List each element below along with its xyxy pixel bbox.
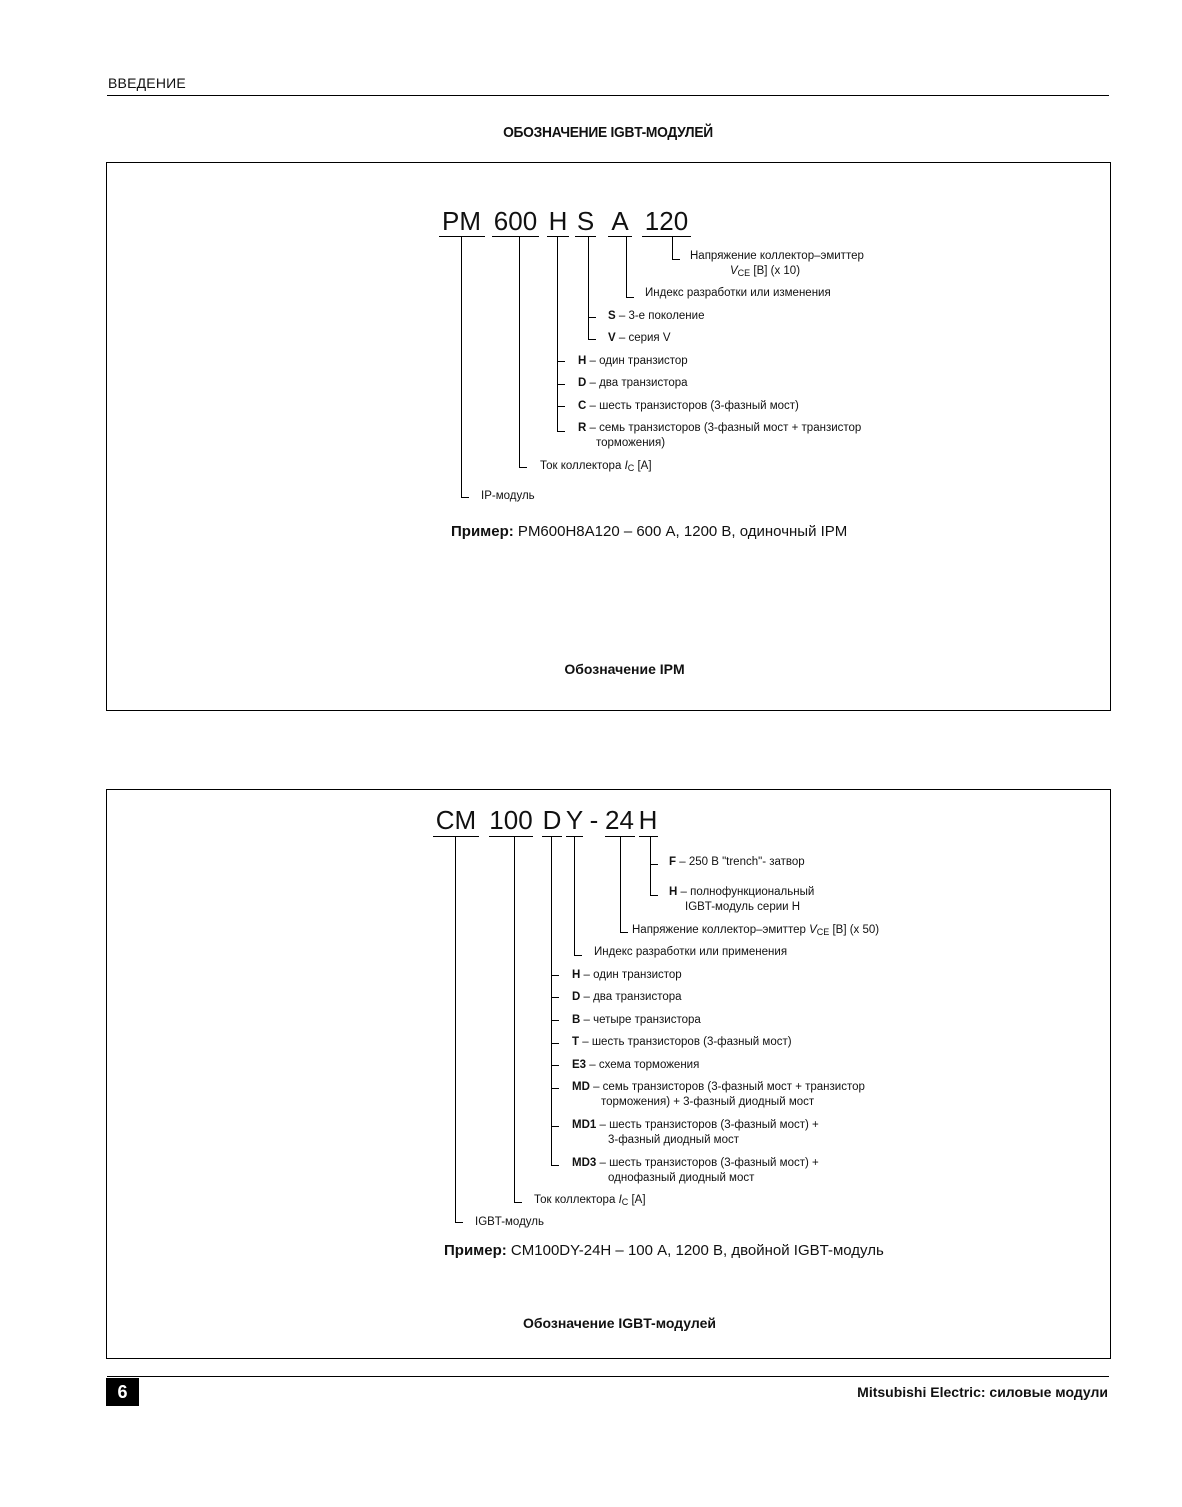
leader-line (620, 932, 628, 933)
igbt-label-module: IGBT-модуль (475, 1216, 544, 1228)
leader-line (557, 406, 565, 407)
underline (639, 836, 658, 837)
ipm-code-600: 600 (493, 206, 538, 236)
ipm-label-voltage: Напряжение коллектор–эмиттер $V_{CE}$ [В] (x 10) (690, 250, 864, 278)
page-number: 6 (106, 1378, 139, 1406)
leader-line (650, 864, 658, 865)
igbt-label-dev-index: Индекс разработки или применения (594, 946, 788, 958)
underline (575, 236, 596, 237)
ipm-code-pm: PM (442, 206, 481, 236)
underline (608, 236, 632, 237)
leader-line (588, 317, 596, 318)
igbt-label-e3: E3 – схема торможения (572, 1059, 700, 1071)
ipm-code-s: S (576, 206, 595, 236)
igbt-code-y: Y (565, 805, 584, 835)
igbt-code-cm: CM (435, 805, 477, 835)
underline (547, 236, 569, 237)
leader-line (650, 836, 651, 896)
igbt-label-md3: MD3 – шесть транзисторов (3-фазный мост) + однофазный диодный мост (572, 1157, 819, 1184)
leader-line (551, 1126, 559, 1127)
igbt-label-md1: MD1 – шесть транзисторов (3-фазный мост) + 3-фазный диодный мост (572, 1119, 819, 1146)
leader-line (551, 997, 559, 998)
igbt-label-current: Ток коллектора $I_C$ [A] (534, 1194, 646, 1207)
leader-line (650, 895, 658, 896)
leader-line (672, 236, 673, 260)
leader-line (519, 467, 527, 468)
ipm-label-current: Ток коллектора $I_C$ [A] (540, 460, 652, 473)
ipm-caption: Обозначение IPM (564, 661, 685, 677)
leader-line (672, 259, 680, 260)
ipm-label-dev-index: Индекс разработки или изменения (645, 287, 831, 299)
ipm-label-s: S – 3-е поколение (608, 310, 705, 322)
igbt-code-d: D (542, 805, 562, 835)
ipm-label-v: V – серия V (608, 332, 671, 344)
leader-line (557, 361, 565, 362)
leader-line (514, 836, 515, 1203)
underline (642, 236, 691, 237)
leader-line (519, 236, 520, 468)
leader-line (514, 1202, 522, 1203)
igbt-label-voltage: Напряжение коллектор–эмиттер $V_{CE}$ [В] (x 50) (632, 924, 880, 937)
section-header: ВВЕДЕНИЕ (108, 75, 186, 91)
ipm-code-h: H (548, 206, 568, 236)
underline (489, 836, 533, 837)
igbt-label-t: T – шесть транзисторов (3-фазный мост) (572, 1036, 792, 1048)
leader-line (551, 1165, 559, 1166)
leader-line (551, 1065, 559, 1066)
leader-line (626, 297, 634, 298)
leader-line (461, 236, 462, 498)
ipm-label-c: C – шесть транзисторов (3-фазный мост) (578, 400, 799, 412)
ipm-code-120: 120 (644, 206, 689, 236)
leader-line (626, 236, 627, 298)
igbt-code-h: H (638, 805, 658, 835)
igbt-label-h-series: H – полнофункциональный IGBT-модуль серии H (669, 886, 815, 913)
leader-line (620, 836, 621, 933)
footer-brand: Mitsubishi Electric: силовые модули (857, 1384, 1108, 1400)
underline (492, 236, 539, 237)
ipm-label-module: IP-модуль (481, 490, 535, 502)
leader-line (557, 236, 558, 432)
underline (542, 836, 562, 837)
igbt-caption: Обозначение IGBT-модулей (522, 1315, 717, 1331)
igbt-code-24: 24 (605, 805, 634, 835)
leader-line (574, 836, 575, 956)
igbt-code-dash: - (589, 805, 599, 835)
leader-line (461, 497, 469, 498)
ipm-code-a: A (611, 206, 629, 236)
ipm-example: Пример: PM600H8A120 – 600 А, 1200 В, одиночный IPM (451, 523, 848, 540)
leader-line (557, 384, 565, 385)
ipm-label-d: D – два транзистора (578, 377, 688, 389)
leader-line (551, 975, 559, 976)
leader-line (588, 236, 589, 340)
leader-line (551, 836, 552, 1166)
leader-line (574, 955, 582, 956)
underline (439, 236, 485, 237)
leader-line (551, 1088, 559, 1089)
igbt-label-d: D – два транзистора (572, 991, 682, 1003)
page-title: ОБОЗНАЧЕНИЕ IGBT-МОДУЛЕЙ (503, 124, 713, 141)
igbt-label-f: F – 250 В "trench"- затвор (669, 856, 805, 868)
leader-line (551, 1020, 559, 1021)
ipm-label-r: R – семь транзисторов (3-фазный мост + транзистор торможения) (578, 422, 862, 449)
leader-line (551, 1043, 559, 1044)
ipm-label-h: H – один транзистор (578, 355, 688, 367)
underline (433, 836, 479, 837)
leader-line (557, 431, 565, 432)
igbt-example: Пример: CM100DY-24H – 100 А, 1200 В, двойной IGBT-модуль (444, 1242, 884, 1259)
igbt-diagram-box (106, 789, 1111, 1359)
leader-line (455, 1222, 463, 1223)
leader-line (588, 339, 596, 340)
leader-line (455, 836, 456, 1223)
igbt-label-h: H – один транзистор (572, 969, 682, 981)
igbt-label-b: B – четыре транзистора (572, 1014, 701, 1026)
igbt-label-md: MD – семь транзисторов (3-фазный мост + транзистор торможения) + 3-фазный диодный мост (572, 1081, 865, 1108)
header-rule (107, 95, 1109, 96)
igbt-code-100: 100 (489, 805, 533, 835)
footer-rule (107, 1376, 1109, 1377)
